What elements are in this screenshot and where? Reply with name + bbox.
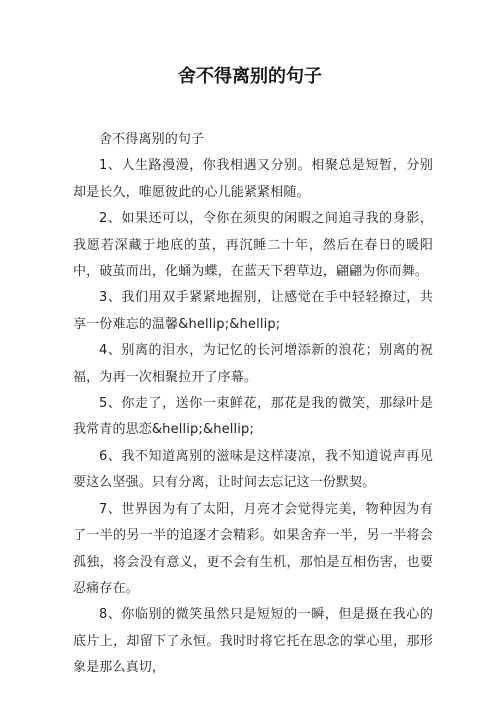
paragraph-7: 7、世界因为有了太阳，月亮才会觉得完美，物种因为有了一半的另一半的追逐才会精彩。如果舍弃一半，另一半将会孤独，将会没有意义，更不会有生机，那怕是互相伤害，也要忍痛存在。	[73, 501, 433, 596]
document-body	[73, 127, 433, 682]
paragraph-6: 6、我不知道离别的滋味是这样凄凉，我不知道说声再见要这么坚强。只有分离，让时间去忘记这一份默契。	[73, 448, 433, 491]
document-subtitle: 舍不得离别的句子	[99, 132, 205, 147]
document-title: 舍不得离别的句子	[178, 66, 322, 87]
paragraph-5: 5、你走了，送你一束鲜花，那花是我的微笑，那绿叶是我常青的思恋&hellip;&hellip;	[73, 396, 433, 438]
paragraph-2: 2、如果还可以，令你在须臾的闲暇之间追寻我的身影，我愿若深藏于地底的茧，再沉睡二十年，然后在春日的暖阳中，破茧而出，化蛹为蝶，在蓝天下碧草边，翩翩为你而舞。	[73, 211, 433, 280]
paragraph-4: 4、别离的泪水，为记忆的长河增添新的浪花；别离的祝福，为再一次相聚拉开了序幕。	[73, 343, 433, 385]
paragraph-1: 1、人生路漫漫，你我相遇又分别。相聚总是短暂，分别却是长久，唯愿彼此的心儿能紧紧相随。	[73, 158, 433, 200]
paragraph-3: 3、我们用双手紧紧地握别，让感觉在手中轻轻撩过，共享一份难忘的温馨&hellip;&hellip;	[73, 290, 433, 332]
paragraph-8: 8、你临别的微笑虽然只是短短的一瞬，但是摄在我心的底片上，却留下了永恒。我时时将它托在思念的掌心里，那形象是那么真切，	[73, 607, 433, 676]
